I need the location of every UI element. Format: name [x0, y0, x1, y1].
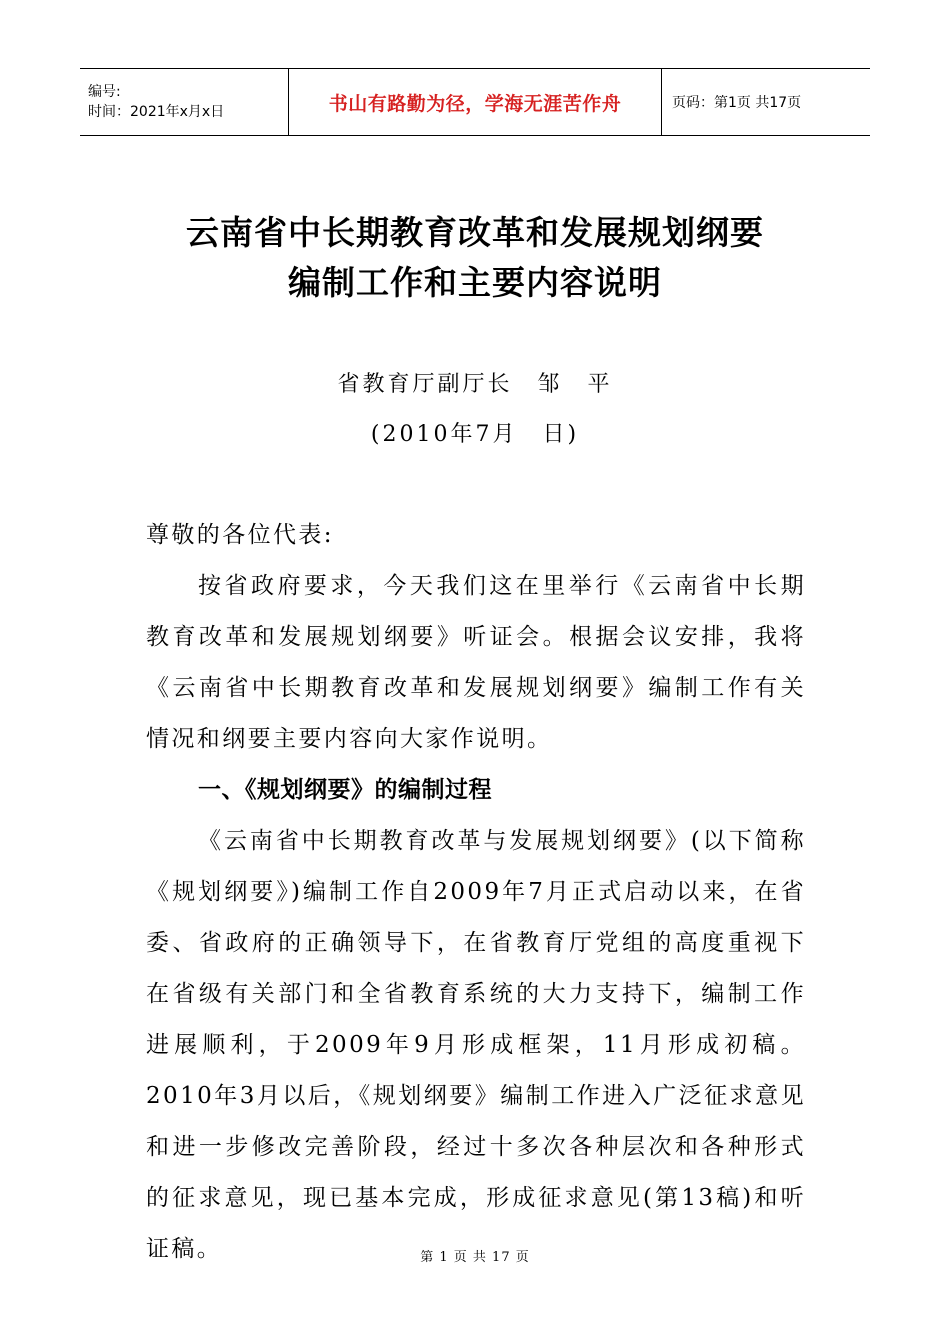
doc-number-label: 编号:: [88, 84, 121, 100]
header-motto-cell: [289, 69, 662, 136]
salutation: 尊敬的各位代表:: [146, 522, 334, 548]
page-info: 页码：第1页 共17页: [672, 94, 802, 111]
header-meta-cell: [80, 69, 289, 136]
document-body: [146, 510, 806, 1275]
date-label: 时间：2021年x月x日: [88, 104, 225, 120]
document-title-line1: 云南省中长期教育改革和发展规划纲要: [186, 213, 764, 252]
author-date: (2010年7月 日): [370, 422, 580, 447]
motto: 书山有路勤为径，学海无涯苦作舟: [328, 92, 622, 115]
page-footer: 第 1 页 共 17 页: [420, 1250, 530, 1265]
section-1-heading: 一、《规划纲要》的编制过程: [198, 777, 492, 803]
author-line: 省教育厅副厅长 邹 平: [337, 372, 613, 397]
header-table: [80, 68, 870, 136]
document-title-line2: 编制工作和主要内容说明: [288, 263, 662, 302]
paragraph-2: 《云南省中长期教育改革与发展规划纲要》(以下简称《规划纲要》)编制工作自2009年7月正式启动以来，在省委、省政府的正确领导下，在省教育厅党组的高度重视下在省级有关部门和全省教育系统的大力支持下，编制工作进展顺利，于2009年9月形成框架，11月形成初稿。2010年3月以后，《规划纲要》编制工作进入广泛征求意见和进一步修改完善阶段，经过十多次各种层次和各种形式的征求意见，现已基本完成，形成征求意见(第13稿)和听证稿。: [146, 828, 806, 1262]
paragraph-1: 按省政府要求，今天我们这在里举行《云南省中长期教育改革和发展规划纲要》听证会。根据会议安排，我将《云南省中长期教育改革和发展规划纲要》编制工作有关情况和纲要主要内容向大家作说明。: [146, 573, 806, 752]
header-page-cell: [662, 69, 871, 136]
